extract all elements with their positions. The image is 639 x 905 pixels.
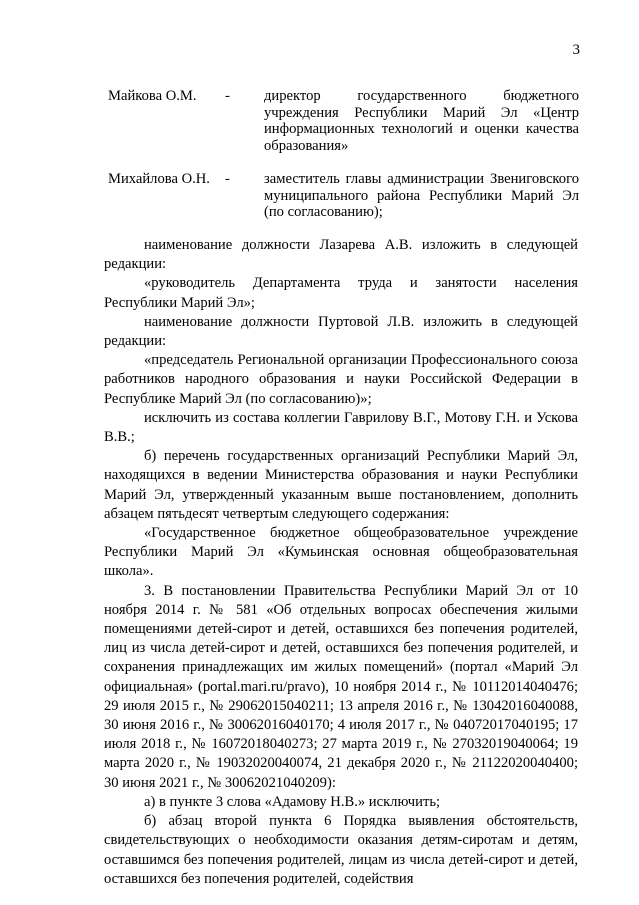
member-name: Майкова О.М. [108,88,197,104]
paragraph: «Государственное бюджетное общеобразовательное учреждение Республики Марий Эл «Кумьинская основная общеобразовательная школа». [104,525,578,580]
member-role: директор государственного бюджетного учреждения Республики Марий Эл «Центр информационных технологий и оценки качества образования» [264,88,579,154]
paragraph: б) абзац второй пункта 6 Порядка выявления обстоятельств, свидетельствующих о необходимости оказания детям-сиротам и детям, оставшимся без попечения родителей, лицам из числа детей-сирот и детей, оставшихся без попечения родителей, содействия [104,813,578,887]
body-text [104,236,578,889]
paragraph: исключить из состава коллегии Гаврилову В.Г., Мотову Г.Н. и Ускова В.В.; [104,409,578,446]
member-dash: - [225,171,230,187]
member-role: заместитель главы администрации Звениговского муниципального района Республики Марий Эл (по согласованию); [264,171,579,220]
page-number: 3 [572,42,580,58]
paragraph: а) в пункте 3 слова «Адамову Н.В.» исключить; [144,793,441,810]
paragraph: наименование должности Пуртовой Л.В. изложить в следующей редакции: [104,313,578,350]
paragraph: «руководитель Департамента труда и занятости населения Республики Марий Эл»; [104,275,578,311]
paragraph: б) перечень государственных организаций Республики Марий Эл, находящихся в ведении Министерства образования и науки Республики Марий Эл, утвержденный указанным выше постановлением, дополнить абзацем пятьдесят четвертым следующего содержания: [104,448,578,522]
paragraph: 3. В постановлении Правительства Республики Марий Эл от 10 ноября 2014 г. № 581 «Об отдельных вопросах обеспечения жилыми помещениями детей-сирот и детей, оставшихся без попечения родителей, лиц из числа детей-сирот и детей, оставшихся без попечения родителей, и сохранения принадлежащих им жилых помещений» (портал «Марий Эл официальная» (portal.mari.ru/pravo), 10 ноября 2014 г., № 10112014040476; 29 июля 2015 г., № 29062015040211; 13 апреля 2016 г., № 13042016040088, 30 июня 2016 г., № 30062016040170; 4 июля 2017 г., № 04072017040195; 17 июля 2018 г., № 16072018040273; 27 марта 2019 г., № 27032019040064; 19 марта 2020 г., № 19032020040074, 21 декабря 2020 г., № 21122020040400; 30 июня 2021 г., № 30062021040209): [104,582,578,791]
paragraph: «председатель Региональной организации Профессионального союза работников народного образования и науки Российской Федерации в Республике Марий Эл (по согласованию)»; [104,352,578,407]
member-name: Михайлова О.Н. [108,171,210,187]
member-dash: - [225,88,230,104]
paragraph: наименование должности Лазарева А.В. изложить в следующей редакции: [104,237,578,273]
